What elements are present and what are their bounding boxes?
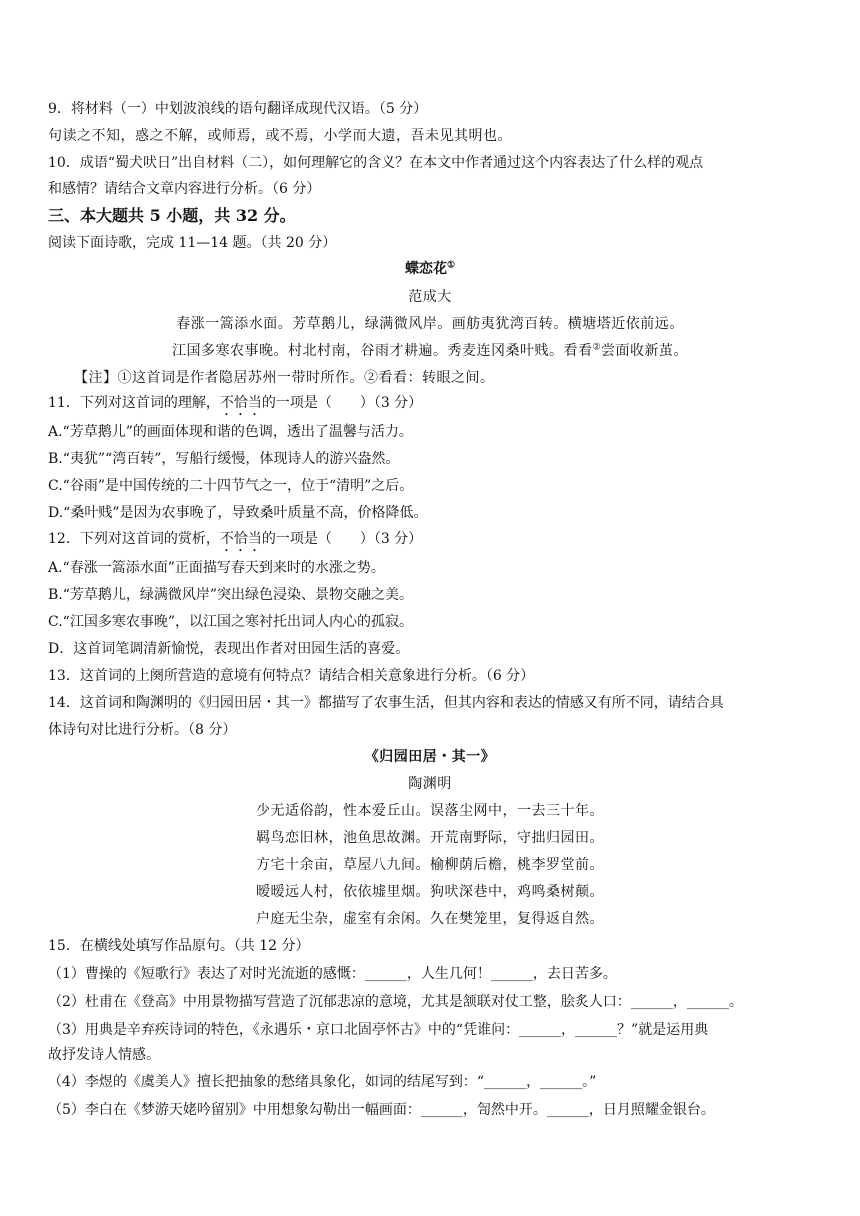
q11-stem-emphasis: 不恰当 <box>219 395 262 411</box>
q15-item-2: （2）杜甫在《登高》中用景物描写营造了沉郁悲凉的意境，尤其是颔联对仗工整，脍炙人口：______，______。 <box>48 994 743 1010</box>
q15-item-3-cont: 故抒发诗人情感。 <box>48 1047 160 1063</box>
poem1-title-line <box>0 260 860 278</box>
q12-option-c: C.“江国多寒农事晚”，以江国之寒衬托出词人内心的孤寂。 <box>48 614 413 630</box>
q11-option-a: A.“芳草鹅儿”的画面体现和谐的色调，透出了温馨与活力。 <box>48 424 413 440</box>
poem2-line: 暧暧远人村，依依墟里烟。狗吠深巷中，鸡鸣桑树颠。 <box>256 884 604 900</box>
q14-line1: 14．这首词和陶渊明的《归园田居・其一》都描写了农事生活，但其内容和表达的情感又有所不同，请结合具 <box>48 695 724 711</box>
q14-line2: 体诗句对比进行分析。（8 分） <box>48 722 237 738</box>
q12-stem <box>48 530 812 555</box>
poem1-line2 <box>0 342 860 360</box>
q13-stem: 13．这首词的上阕所营造的意境有何特点？请结合相关意象进行分析。（6 分） <box>48 668 535 684</box>
q11-stem-b: 的一项是（ ）（3 分） <box>261 395 423 411</box>
poem2-line: 户庭无尘杂，虚室有余闲。久在樊笼里，复得返自然。 <box>256 911 604 927</box>
poem2-title: 《归园田居・其一》 <box>364 749 496 765</box>
q11-option-d: D.“桑叶贱”是因为农事晚了，导致桑叶质量不高，价格降低。 <box>48 505 428 521</box>
poem1-line2a: 江国多寒农事晚。村北村南，谷雨才耕遍。秀麦连冈桑叶贱。看看 <box>171 343 593 359</box>
q12-stem-a: 12．下列对这首词的赏析， <box>48 531 220 547</box>
q15-stem: 15．在横线处填写作品原句。（共 12 分） <box>48 938 310 954</box>
q12-option-d: D．这首词笔调清新愉悦，表现出作者对田园生活的喜爱。 <box>48 641 410 657</box>
q12-option-a: A.“春涨一篙添水面”正面描写春天到来时的水涨之势。 <box>48 560 385 576</box>
poem1-author: 范成大 <box>408 289 452 305</box>
poem1-line2-note: ② <box>592 342 602 353</box>
poem1-line2b: 尝面收新茧。 <box>601 343 689 359</box>
q15-item-3: （3）用典是辛弃疾诗词的特色，《永遇乐・京口北固亭怀古》中的“凭谁问：______，______？”就是运用典 <box>48 1022 709 1038</box>
q15-item-1: （1）曹操的《短歌行》表达了对时光流逝的感慨：______，人生几何！______，去日苦多。 <box>48 966 617 982</box>
q9-sentence: 句读之不知，惑之不解，或师焉，或不焉，小学而大遗，吾未见其明也。 <box>48 128 512 144</box>
q11-stem <box>48 394 812 419</box>
poem1-line1: 春涨一篙添水面。芳草鹅儿，绿满微风岸。画舫夷犹湾百转。横塘塔近依前远。 <box>176 316 684 332</box>
q10-line2: 和感情？请结合文章内容进行分析。（6 分） <box>48 181 321 197</box>
q15-item-5: （5）李白在《梦游天姥吟留别》中用想象勾勒出一幅画面：______，訇然中开。______，日月照耀金银台。 <box>48 1102 715 1118</box>
q12-stem-emphasis: 不恰当 <box>219 531 262 547</box>
poem2-line: 羁鸟恋旧林，池鱼思故渊。开荒南野际，守拙归园田。 <box>256 830 604 846</box>
q11-option-b: B.“夷犹”“湾百转”，写船行缓慢，体现诗人的游兴盎然。 <box>48 451 400 467</box>
poem1-note: 【注】①这首词是作者隐居苏州一带时所作。②看看：转眼之间。 <box>74 370 495 386</box>
q11-option-c: C.“谷雨”是中国传统的二十四节气之一，位于“清明”之后。 <box>48 478 414 494</box>
poem1-title: 蝶恋花 <box>404 261 447 277</box>
poem2-line: 少无适俗韵，性本爱丘山。误落尘网中，一去三十年。 <box>256 803 604 819</box>
q9-stem: 9．将材料（一）中划波浪线的语句翻译成现代汉语。（5 分） <box>48 101 428 117</box>
q12-stem-b: 的一项是（ ）（3 分） <box>261 531 423 547</box>
section3-title: 三、本大题共 5 小题，共 32 分。 <box>48 206 296 225</box>
q10-line1: 10．成语“蜀犬吠日”出自材料（二），如何理解它的含义？在本文中作者通过这个内容表达了什么样的观点 <box>48 155 704 171</box>
poem2-author: 陶渊明 <box>408 776 452 792</box>
q12-option-b: B.“芳草鹅儿，绿满微风岸”突出绿色浸染、景物交融之美。 <box>48 587 414 603</box>
poem1-title-note: ① <box>446 260 456 271</box>
q15-item-4: （4）李煜的《虞美人》擅长把抽象的愁绪具象化，如词的结尾写到：“______，______。” <box>48 1074 597 1090</box>
q11-stem-a: 11．下列对这首词的理解， <box>48 395 220 411</box>
poem2-line: 方宅十余亩，草屋八九间。榆柳荫后檐，桃李罗堂前。 <box>256 857 604 873</box>
section3-intro: 阅读下面诗歌，完成 11—14 题。（共 20 分） <box>48 235 337 251</box>
